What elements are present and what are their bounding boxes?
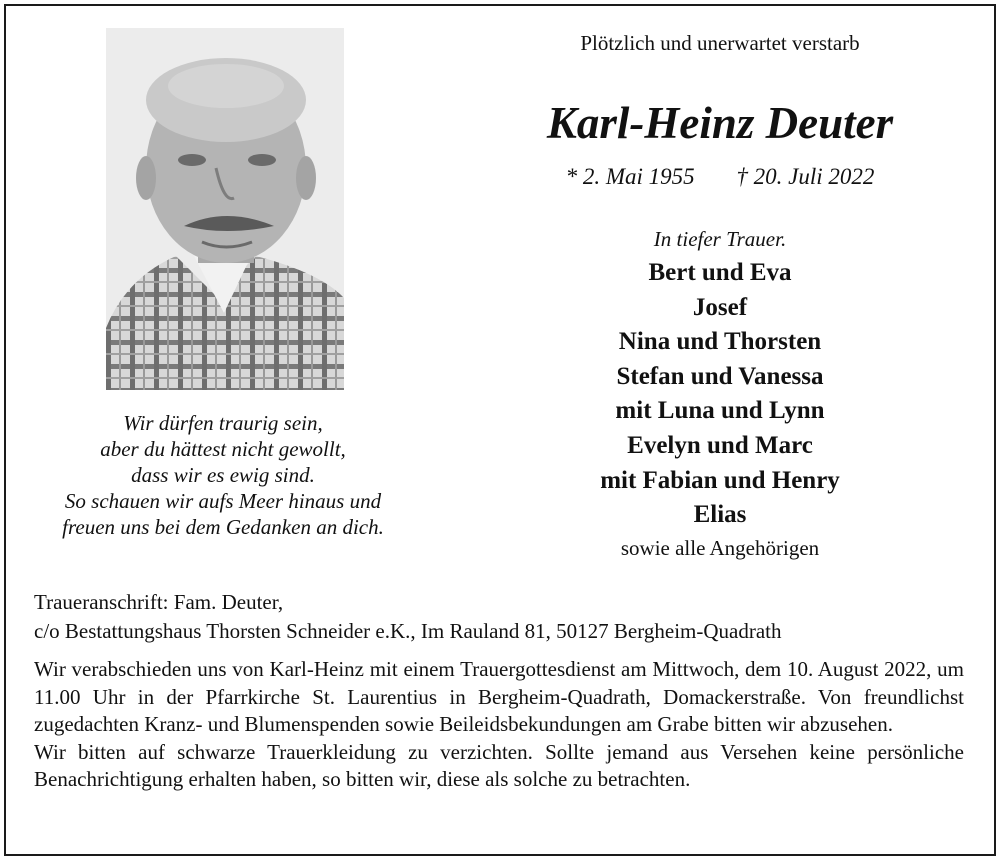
poem-line: So schauen wir aufs Meer hinaus und [64,489,382,513]
poem-line: aber du hättest nicht gewollt, [100,437,346,461]
address-line: Traueranschrift: Fam. Deuter, [34,590,284,614]
service-info [34,656,964,794]
birth-date: * 2. Mai 1955 [565,164,695,189]
intro-text: Plötzlich und unerwartet verstarb [580,31,860,55]
poem-line: dass wir es ewig sind. [131,463,315,487]
portrait-photo [106,28,344,390]
mourning-address [34,588,974,646]
address-line: c/o Bestattungshaus Thorsten Schneider e.K., Im Rauland 81, 50127 Bergheim-Quadrath [34,619,782,643]
clothing-paragraph: Wir bitten auf schwarze Trauerkleidung zu verzichten. Sollte jemand aus Versehen keine persönliche Benachrichtigung erhalten haben, so bitten wir, diese als solche zu betrachten. [34,739,964,791]
death-date: † 20. Juli 2022 [736,164,875,189]
mourner-name: mit Fabian und Henry [600,466,840,494]
mourners-list [500,256,940,533]
mourner-name: Bert und Eva [648,259,792,286]
poem-line: Wir dürfen traurig sein, [123,411,323,435]
life-dates [500,162,940,192]
mourner-name: Stefan und Vanessa [616,362,824,390]
mourning-heading: In tiefer Trauer. [653,227,787,251]
service-paragraph: Wir verabschieden uns von Karl-Heinz mit einem Trauergottesdienst am Mittwoch, dem 10. August 2022, um 11.00 Uhr in der Pfarrkirche St. Laurentius in Bergheim-Quadrath, Domackerstraße. Von freundlichst zugedachten Kranz- und Blumenspenden sowie Beileidsbekundungen am Grabe bitten wir abzusehen. [34,657,964,736]
mourning-closing: sowie alle Angehörigen [620,535,820,560]
mourner-name: Nina und Thorsten [618,328,822,356]
mourner-name: Josef [692,293,748,321]
portrait-image [106,28,344,390]
mourner-name: Elias [693,501,747,529]
announcement [500,28,940,563]
mourner-name: mit Luna und Lynn [615,397,825,425]
poem-line: freuen uns bei dem Gedanken an dich. [62,515,384,539]
deceased-name: Karl-Heinz Deuter [546,98,894,148]
mourner-name: Evelyn und Marc [627,431,813,459]
poem [22,410,424,540]
